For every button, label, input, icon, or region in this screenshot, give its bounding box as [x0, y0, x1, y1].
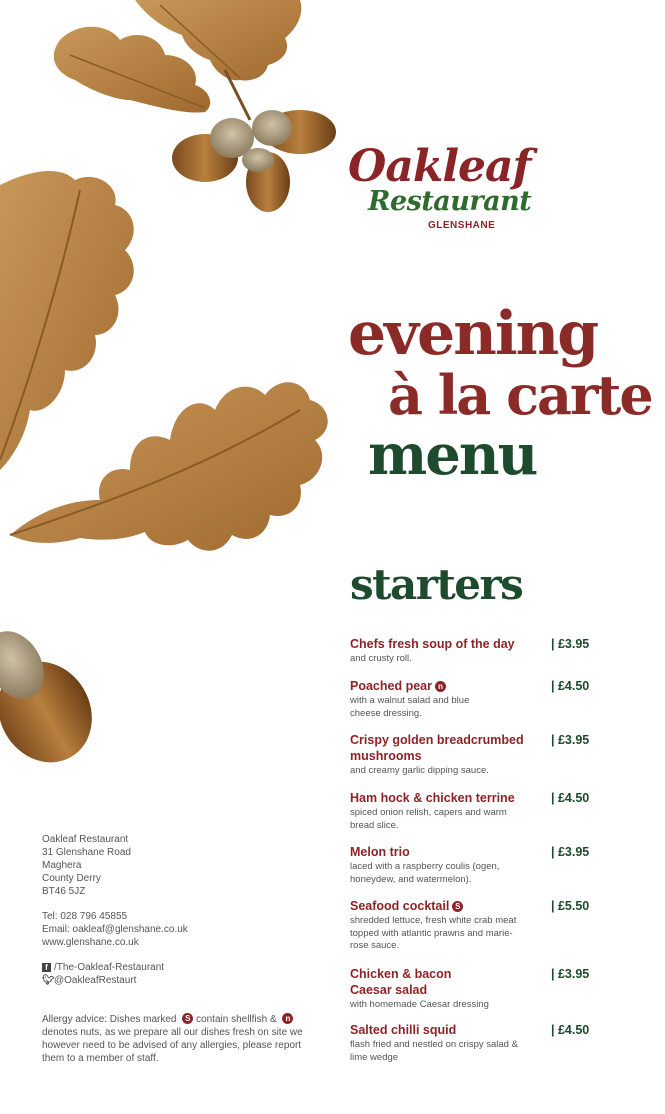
address-line: Oakleaf Restaurant — [42, 834, 129, 845]
logo-restaurant: Restaurant — [368, 186, 532, 217]
item-price: | £5.50 — [551, 899, 590, 913]
phone-number: Tel: 028 796 45855 — [42, 911, 128, 922]
menu-item — [350, 790, 650, 832]
menu-item — [350, 678, 650, 720]
item-description: and crusty roll. — [350, 653, 412, 664]
contact-info — [42, 833, 322, 999]
menu-item — [350, 844, 650, 886]
nuts-icon: n — [435, 681, 446, 692]
item-description: flash fried and nestled on crispy salad & lime wedge — [350, 1039, 518, 1063]
menu-item — [350, 1022, 650, 1064]
oak-leaf-middle — [10, 382, 328, 550]
item-price: | £3.95 — [551, 637, 590, 651]
item-price: | £4.50 — [551, 1023, 590, 1037]
address-line: 31 Glenshane Road — [42, 847, 131, 858]
title-menu: menu — [368, 422, 537, 488]
menu-item — [350, 966, 650, 1012]
address-line: BT46 5JZ — [42, 886, 86, 897]
menu-item — [350, 732, 650, 778]
shellfish-icon: S — [452, 901, 463, 912]
acorn-bottom-left — [0, 621, 110, 780]
item-name: Chicken & bacon Caesar salad — [350, 967, 452, 997]
social-block — [42, 961, 322, 987]
item-name: Ham hock & chicken terrine — [350, 791, 515, 805]
item-price: | £4.50 — [551, 679, 590, 693]
logo-location: GLENSHANE — [428, 220, 496, 231]
item-name: Chefs fresh soup of the day — [350, 637, 515, 651]
item-price: | £3.95 — [551, 967, 590, 981]
item-name: Seafood cocktail S — [350, 898, 545, 914]
section-heading-starters: starters — [350, 560, 523, 609]
item-price: | £3.95 — [551, 733, 590, 747]
item-price: | £4.50 — [551, 791, 590, 805]
title-a-la-carte: à la carte — [388, 363, 652, 427]
item-description: shredded lettuce, fresh white crab meat topped with atlantic prawns and marie-rose sauce. — [350, 915, 517, 951]
oak-leaf-left — [0, 171, 134, 470]
item-description: spiced onion relish, capers and warm bread slice. — [350, 807, 507, 831]
address-block — [42, 833, 322, 898]
email-address[interactable]: Email: oakleaf@glenshane.co.uk — [42, 924, 188, 935]
oak-leaf-top-left — [54, 27, 210, 113]
restaurant-logo — [348, 141, 532, 237]
item-name: Salted chilli squid — [350, 1023, 457, 1037]
logo-oakleaf: Oakleaf — [348, 141, 531, 192]
shellfish-icon: S — [182, 1013, 193, 1024]
facebook-icon: f — [42, 963, 51, 972]
acorn-cluster-top — [172, 110, 336, 212]
contact-block — [42, 910, 322, 949]
item-name: Melon trio — [350, 845, 410, 859]
item-description: laced with a raspberry coulis (ogen, honeydew, and watermelon). — [350, 861, 500, 885]
item-name: Poached pear n — [350, 678, 545, 694]
menu-item — [350, 636, 650, 666]
menu-item — [350, 898, 650, 953]
address-line: Maghera — [42, 860, 82, 871]
item-price: | £3.95 — [551, 845, 590, 859]
twitter-icon: 🐦︎ — [42, 975, 55, 986]
allergy-advice: Allergy advice: Dishes marked S contain shellfish & n denotes nuts, as we prepare all our dishes fresh on site we however need to be advised of any allergies, please report them to a member of staff. — [42, 1014, 303, 1064]
nuts-icon: n — [282, 1013, 293, 1024]
item-description: and creamy garlic dipping sauce. — [350, 765, 489, 776]
twitter-link[interactable]: 🐦︎@OakleafRestaurt — [42, 975, 137, 986]
item-description: with homemade Caesar dressing — [350, 999, 489, 1010]
oak-leaf-top-right — [135, 0, 301, 80]
address-line: County Derry — [42, 873, 101, 884]
website-link[interactable]: www.glenshane.co.uk — [42, 937, 139, 948]
title-evening: evening — [348, 299, 598, 369]
facebook-link[interactable]: f /The-Oakleaf-Restaurant — [42, 961, 322, 974]
item-description: with a walnut salad and blue cheese dressing. — [350, 695, 470, 719]
item-name: Crispy golden breadcrumbed mushrooms — [350, 733, 524, 763]
